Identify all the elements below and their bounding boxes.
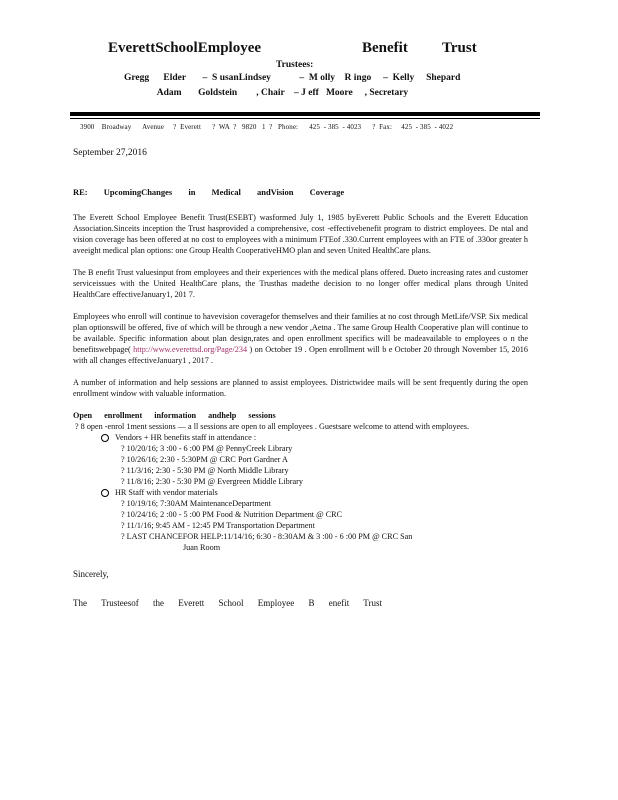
header-rule-thin xyxy=(70,118,540,119)
list-item: ? 10/24/16; 2 :00 - 5 :00 PM Food & Nutrition Department @ CRC xyxy=(121,510,343,519)
circle-bullet-icon xyxy=(101,489,109,497)
list-item: ? 11/1/16; 9:45 AM - 12:45 PM Transportation Department xyxy=(121,521,315,530)
trustees-line-1: Gregg Elder – S usanLindsey – M olly R ingo – Kelly Shepard xyxy=(124,73,461,83)
paragraph-4: A number of information and help sessions are planned to assist employees. Districtwidee mails will be sent frequently during the open enrollment window with valuable information. xyxy=(73,378,528,398)
paragraph-2: The B enefit Trust valuesinput from employees and their experiences with the medical plans offered. Dueto increasing rates and customer serviceissues with the United HealthCare plans, the Trusthas madethe decision to no longer offer medical plans through United HealthCare effectiveJanuary1, 201 7. xyxy=(73,268,528,299)
list-item: ? 10/26/16; 2:30 - 5:30PM @ CRC Port Gardner A xyxy=(121,455,288,464)
address-line: 3900 Broadway Avenue ? Everett ? WA ? 9820 1 ? Phone: 425 - 385 - 4023 ? Fax: 425 - 385 - 4022 xyxy=(80,123,454,131)
subject-line: RE: UpcomingChanges in Medical andVision Coverage xyxy=(73,187,345,197)
trustees-line-2: Adam Goldstein , Chair – J eff Moore , Secretary xyxy=(124,88,409,98)
list-item: ? 11/3/16; 2:30 - 5:30 PM @ North Middle Library xyxy=(121,466,289,475)
benefits-webpage-link[interactable]: http://www.everettsd.org/Page/234 xyxy=(133,345,248,354)
paragraph-3 xyxy=(73,311,528,366)
list-item: ? 11/8/16; 2:30 - 5:30 PM @ Evergreen Middle Library xyxy=(121,477,303,486)
letter-body xyxy=(73,148,528,609)
list-item: ? LAST CHANCEFOR HELP:11/14/16; 6:30 - 8:30AM & 3 :00 - 6 :00 PM @ CRC San xyxy=(121,532,413,541)
letter-date: September 27,2016 xyxy=(73,148,147,158)
sessions-intro: ? 8 open -enrol 1ment sessions — a ll sessions are open to all employees . Guestsare welcome to attend with employees. xyxy=(75,422,470,431)
paragraph-3-text-end: ) on October 19 . Open enrollment will b e October 20 through November 15, 2016 with all changes effectiveJanuary1 , 2017 . xyxy=(73,345,528,365)
sessions-heading: Open enrollment information andhelp sessions xyxy=(73,411,276,420)
list-item-continuation: Juan Room xyxy=(183,543,221,552)
closing: Sincerely, xyxy=(73,569,109,579)
circle-bullet-icon xyxy=(101,434,109,442)
org-name-benefit: Benefit xyxy=(362,40,408,56)
paragraph-3-text: Employees who enroll will continue to havevision coveragefor themselves and their families at no cost through MetLife/VSP. Six medical plan optionswill be offered, five of which will be through a new vendor ,Aetna . The same Group Health Cooperative plan will continue to be available. Specific information about plan design,rates and open enrollment specifics will be madeavailable to employees o n the benefitswebpage( xyxy=(73,312,528,354)
vendors-group xyxy=(101,432,528,443)
list-item: ? 10/19/16; 7:30AM MaintenanceDepartment xyxy=(121,499,271,508)
hr-label: HR Staff with vendor materials xyxy=(115,488,218,497)
org-name: EverettSchoolEmployee xyxy=(108,40,262,56)
list-item: ? 10/20/16; 3 :00 - 6 :00 PM @ PennyCreek Library xyxy=(121,444,293,453)
header-rule-thick xyxy=(70,112,540,116)
org-name-trust: Trust xyxy=(442,40,477,56)
trustees-label: Trustees: xyxy=(276,60,314,70)
paragraph-1: The Everett School Employee Benefit Trust(ESEBT) wasformed July 1, 1985 byEverett Public Schools and the Everett Education Association.Sinceits inception the Trust hasprovided a comprehensive, cost -effectivebenefit program to district employees. De ntal and vision coverage has been offered at no cost to employees with a minimum FTEof .330.Current employees with an FTE of .330or greater h aveeight medical plan options: one Group Health CooperativeHMO plan and seven United HealthCare plans. xyxy=(73,213,528,255)
signature: The Trusteesof the Everett School Employee B enefit Trust xyxy=(73,598,382,608)
hr-group xyxy=(101,487,528,498)
vendors-label: Vendors + HR benefits staff in attendance : xyxy=(115,433,257,442)
